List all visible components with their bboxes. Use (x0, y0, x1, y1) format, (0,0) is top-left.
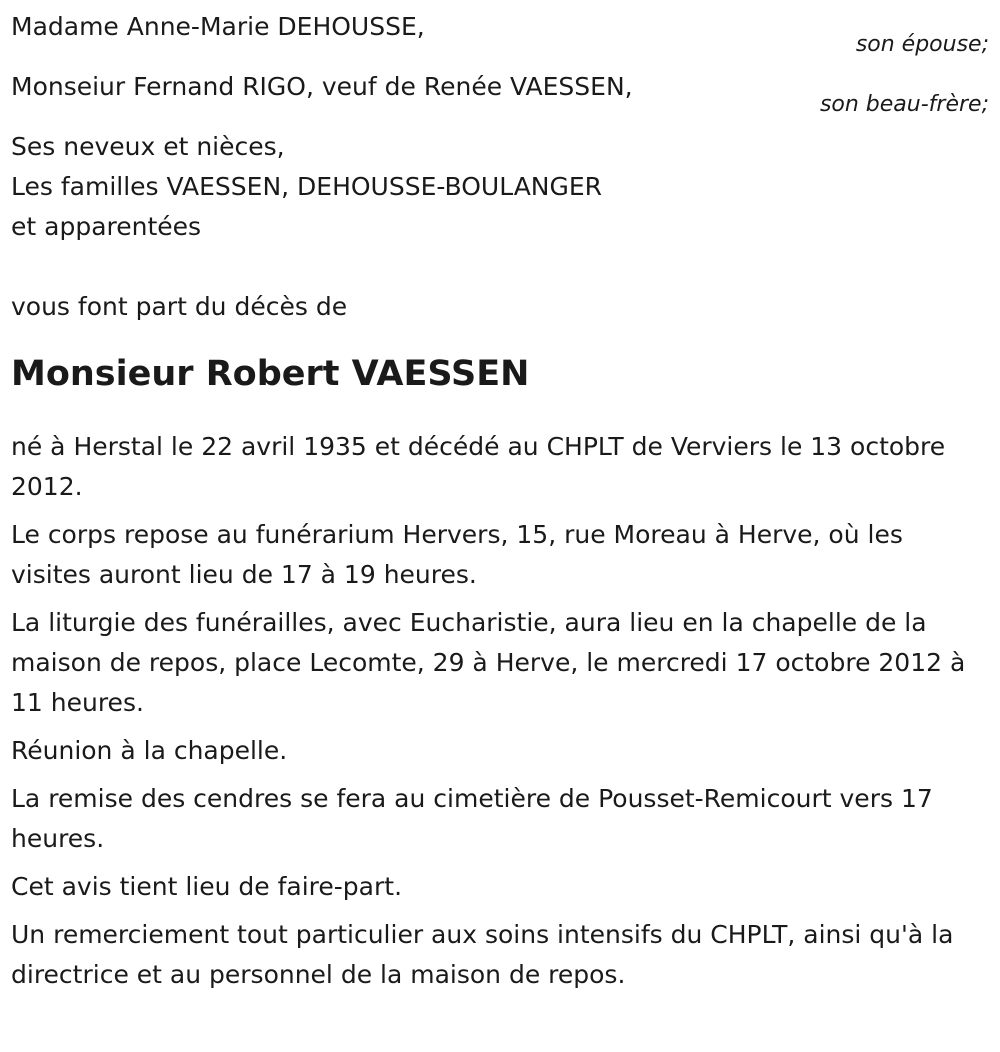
announcement-text: vous font part du décès de (11, 292, 348, 321)
deceased-name: Monsieur Robert VAESSEN (11, 354, 530, 394)
obituary-notice (11, 0, 989, 995)
thanks-paragraph: Un remerciement tout particulier aux soins intensifs du CHPLT, ainsi qu'à la directrice et au personnel de la maison de repos. (11, 920, 954, 989)
spouse-role: son épouse; (855, 32, 989, 57)
relatives-line-2: Les familles VAESSEN, DEHOUSSE-BOULANGER (11, 172, 603, 201)
birth-death-paragraph: né à Herstal le 22 avril 1935 et décédé au CHPLT de Verviers le 13 octobre 2012. (11, 432, 946, 501)
liturgy-paragraph: La liturgie des funérailles, avec Eucharistie, aura lieu en la chapelle de la maison de repos, place Lecomte, 29 à Herve, le mercredi 17 octobre 2012 à 11 heures. (11, 608, 966, 717)
meeting-paragraph: Réunion à la chapelle. (11, 736, 288, 765)
visitation-paragraph: Le corps repose au funérarium Hervers, 15, rue Moreau à Herve, où les visites auront lieu de 17 à 19 heures. (11, 520, 903, 589)
ashes-paragraph: La remise des cendres se fera au cimetière de Pousset-Remicourt vers 17 heures. (11, 784, 933, 853)
brother-in-law-role: son beau-frère; (819, 92, 989, 117)
relatives-line-1: Ses neveux et nièces, (11, 132, 285, 161)
brother-in-law-name: Monseiur Fernand RIGO, veuf de Renée VAESSEN, (11, 72, 633, 101)
relatives-line-3: et apparentées (11, 212, 202, 241)
notice-paragraph: Cet avis tient lieu de faire-part. (11, 872, 403, 901)
spouse-name: Madame Anne-Marie DEHOUSSE, (11, 12, 425, 41)
